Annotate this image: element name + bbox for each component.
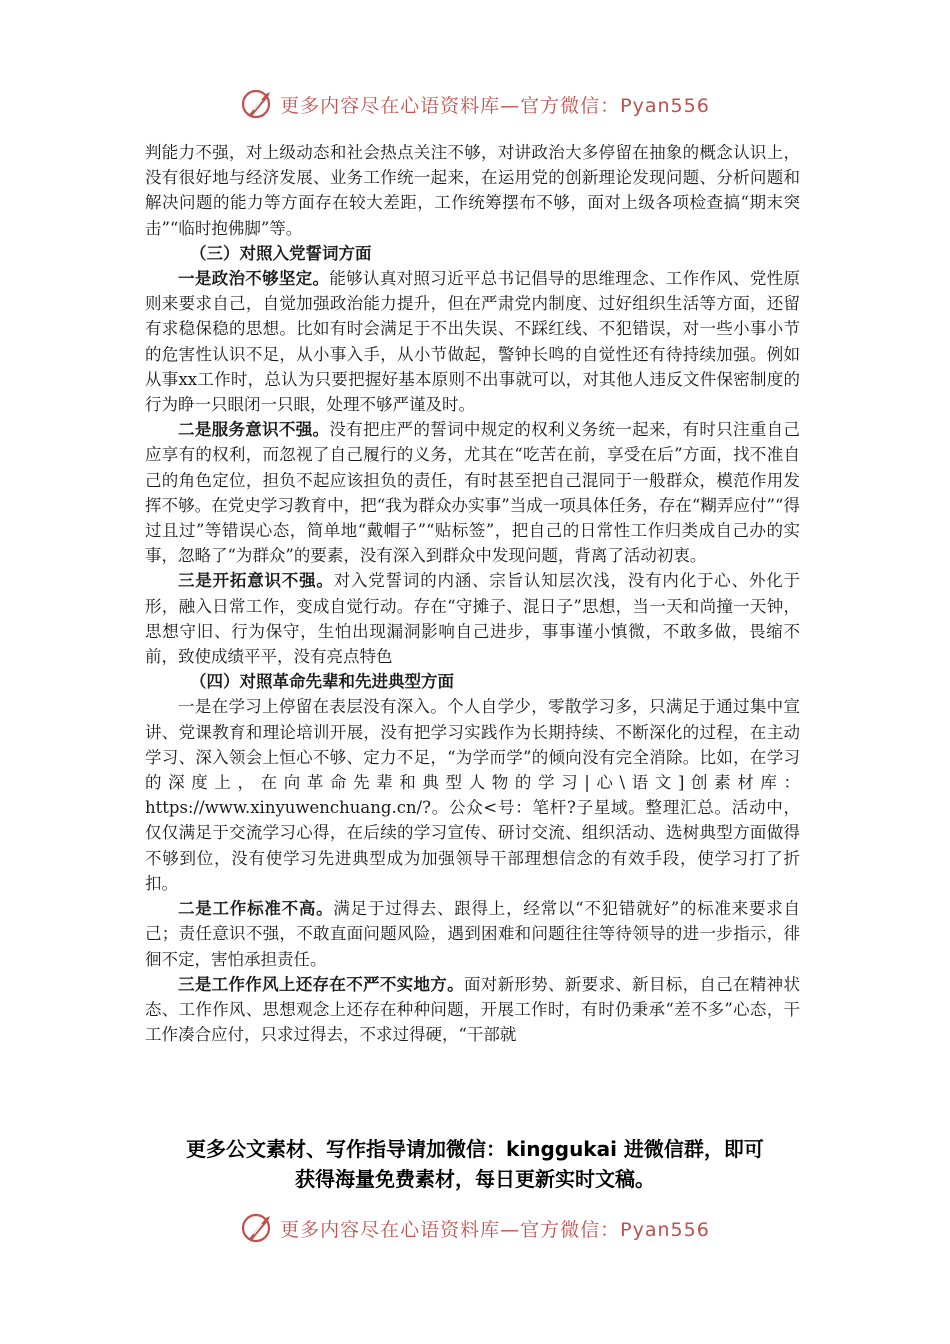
pen-quill-logo-icon (240, 86, 276, 122)
item-lead: 一是政治不够坚定。 (178, 269, 330, 289)
section-3-item-2 (145, 417, 800, 568)
item-text: 对入党誓词的内涵、宗旨认知层次浅，没有内化于心、外化于形，融入日常工作，变成自觉行动。存在“守摊子、混日子”思想，当一天和尚撞一天钟，思想守旧、行为保守，生怕出现漏洞影响自己进步，事事谨小慎微，不敢多做，畏缩不前，致使成绩平平，没有亮点特色 (145, 571, 801, 667)
item-text: 面对新形势、新要求、新目标，自己在精神状态、工作作风、思想观念上还存在种种问题，开展工作时，有时仍秉承“差不多”心态，干工作凑合应付，只求过得去，不求过得硬，“干部就 (145, 974, 801, 1045)
section-3-item-3 (145, 568, 800, 669)
footer-advertisement (0, 1134, 950, 1194)
pen-quill-logo-icon (240, 1210, 276, 1246)
header-banner-text: 更多内容尽在心语资料库—官方微信：Pyan556 (280, 94, 710, 117)
section-4-item-1 (145, 694, 800, 896)
section-4-item-3 (145, 972, 800, 1048)
footer-ad-line-1: 更多公文素材、写作指导请加微信：kinggukai 进微信群，即可 (186, 1137, 764, 1161)
section-4-heading: （四）对照革命先辈和先进典型方面 (190, 672, 454, 692)
continuation-paragraph: 判能力不强，对上级动态和社会热点关注不够，对讲政治大多停留在抽象的概念认识上，没有很好地与经济发展、业务工作统一起来，在运用党的创新理论发现问题、分析问题和解决问题的能力等方面存在较大差距，工作统筹摆布不够，面对上级各项检查搞“期末突击”“临时抱佛脚”等。 (145, 143, 800, 238)
item-text: 没有把庄严的誓词中规定的权利义务统一起来，有时只注重自己应享有的权利，而忽视了自己履行的义务，尤其在“吃苦在前，享受在后”方面，找不准自己的角色定位，担负不起应该担负的责任，有时甚至把自己混同于一般群众，模范作用发挥不够。在党史学习教育中，把“我为群众办实事”当成一项具体任务，存在“糊弄应付”“得过且过”等错误心态，简单地“戴帽子”“贴标签”，把自己的日常性工作归类成自己办的实事，忽略了“为群众”的要素，没有深入到群众中发现问题，背离了活动初衷。 (145, 420, 800, 566)
item-text: 能够认真对照习近平总书记倡导的思维理念、工作作风、党性原则来要求自己，自觉加强政治能力提升，但在严肃党内制度、过好组织生活等方面，还留有求稳保稳的思想。比如有时会满足于不出失误、不踩红线、不犯错误，对一些小事小节的危害性认识不足，从小事入手，从小节做起，警钟长鸣的自觉性还有待持续加强。例如从事xx工作时，总认为只要把握好基本原则不出事就可以，对其他人违反文件保密制度的行为睁一只眼闭一只眼，处理不够严谨及时。 (145, 269, 800, 415)
item-lead: 三是开拓意识不强。 (178, 571, 334, 591)
section-4-item-2 (145, 896, 800, 972)
item-lead: 三是工作作风上还存在不严不实地方。 (178, 974, 464, 994)
footer-banner-text: 更多内容尽在心语资料库—官方微信：Pyan556 (280, 1218, 710, 1241)
section-3-heading: （三）对照入党誓词方面 (190, 243, 372, 263)
section-3-item-1 (145, 266, 800, 417)
footer-ad-line-2: 获得海量免费素材，每日更新实时文稿。 (295, 1167, 655, 1191)
header-banner (0, 84, 950, 124)
item-lead: 二是工作标准不高。 (178, 899, 334, 919)
footer-banner (0, 1208, 950, 1248)
document-body (145, 140, 800, 1047)
item-text: 满足于过得去、跟得上，经常以“不犯错就好”的标准来要求自己；责任意识不强，不敢直面问题风险，遇到困难和问题往往等待领导的进一步指示，徘徊不定，害怕承担责任。 (145, 899, 800, 969)
item-lead: 二是服务意识不强。 (178, 420, 330, 440)
item-text: 一是在学习上停留在表层没有深入。个人自学少，零散学习多，只满足于通过集中宣讲、党课教育和理论培训开展，没有把学习实践作为长期持续、不断深化的过程，在主动学习、深入领会上恒心不够、定力不足，“为学而学”的倾向没有完全消除。比如，在学习的深度上，在向革命先辈和典型人物的学习|心\语文]创素材库：https://www.xinyuwenchuang.cn/?。公众<号：笔杆?子星域。整理汇总。活动中，仅仅满足于交流学习心得，在后续的学习宣传、研讨交流、组织活动、选树典型方面做得不够到位，没有使学习先进典型成为加强领导干部理想信念的有效手段，使学习打了折扣。 (145, 697, 800, 893)
